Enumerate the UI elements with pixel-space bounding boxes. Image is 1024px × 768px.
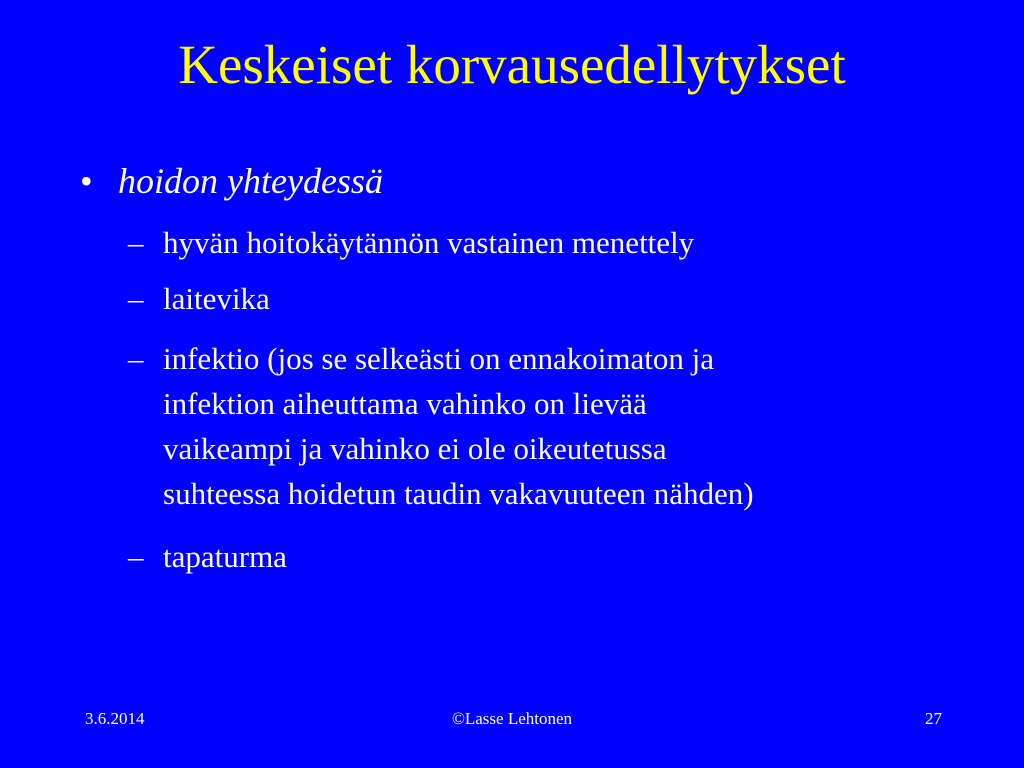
sub-item-infection: [128, 336, 754, 516]
slide-title: Keskeiset korvausedellytykset: [178, 34, 846, 95]
sub-marker: –: [128, 341, 144, 376]
sub-marker: –: [128, 281, 144, 316]
sub-item-device-fault: [128, 276, 270, 321]
sub-item-accident: [128, 534, 287, 579]
sub-item-text-line: infektion aiheuttama vahinko on lievää: [163, 386, 647, 421]
sub-item-text-line: suhteessa hoidetun taudin vakavuuteen nähden): [163, 476, 754, 511]
sub-item-text-line: infektio (jos se selkeästi on ennakoimaton ja: [163, 341, 714, 376]
footer-author: ©Lasse Lehtonen: [451, 709, 573, 728]
sub-item-text-line: vaikeampi ja vahinko ei ole oikeutetussa: [163, 431, 667, 466]
sub-item-text: tapaturma: [163, 539, 287, 574]
bullet-item: [80, 158, 383, 204]
sub-item-text: laitevika: [163, 281, 270, 316]
sub-item-text: hyvän hoitokäytännön vastainen menettely: [163, 225, 695, 260]
footer-page-number: 27: [925, 709, 942, 728]
bullet-text: hoidon yhteydessä: [118, 161, 383, 201]
footer-date: 3.6.2014: [85, 709, 145, 728]
bullet-marker: •: [80, 161, 93, 201]
sub-marker: –: [128, 225, 144, 260]
sub-item-care-practice: [128, 220, 694, 265]
sub-marker: –: [128, 539, 144, 574]
